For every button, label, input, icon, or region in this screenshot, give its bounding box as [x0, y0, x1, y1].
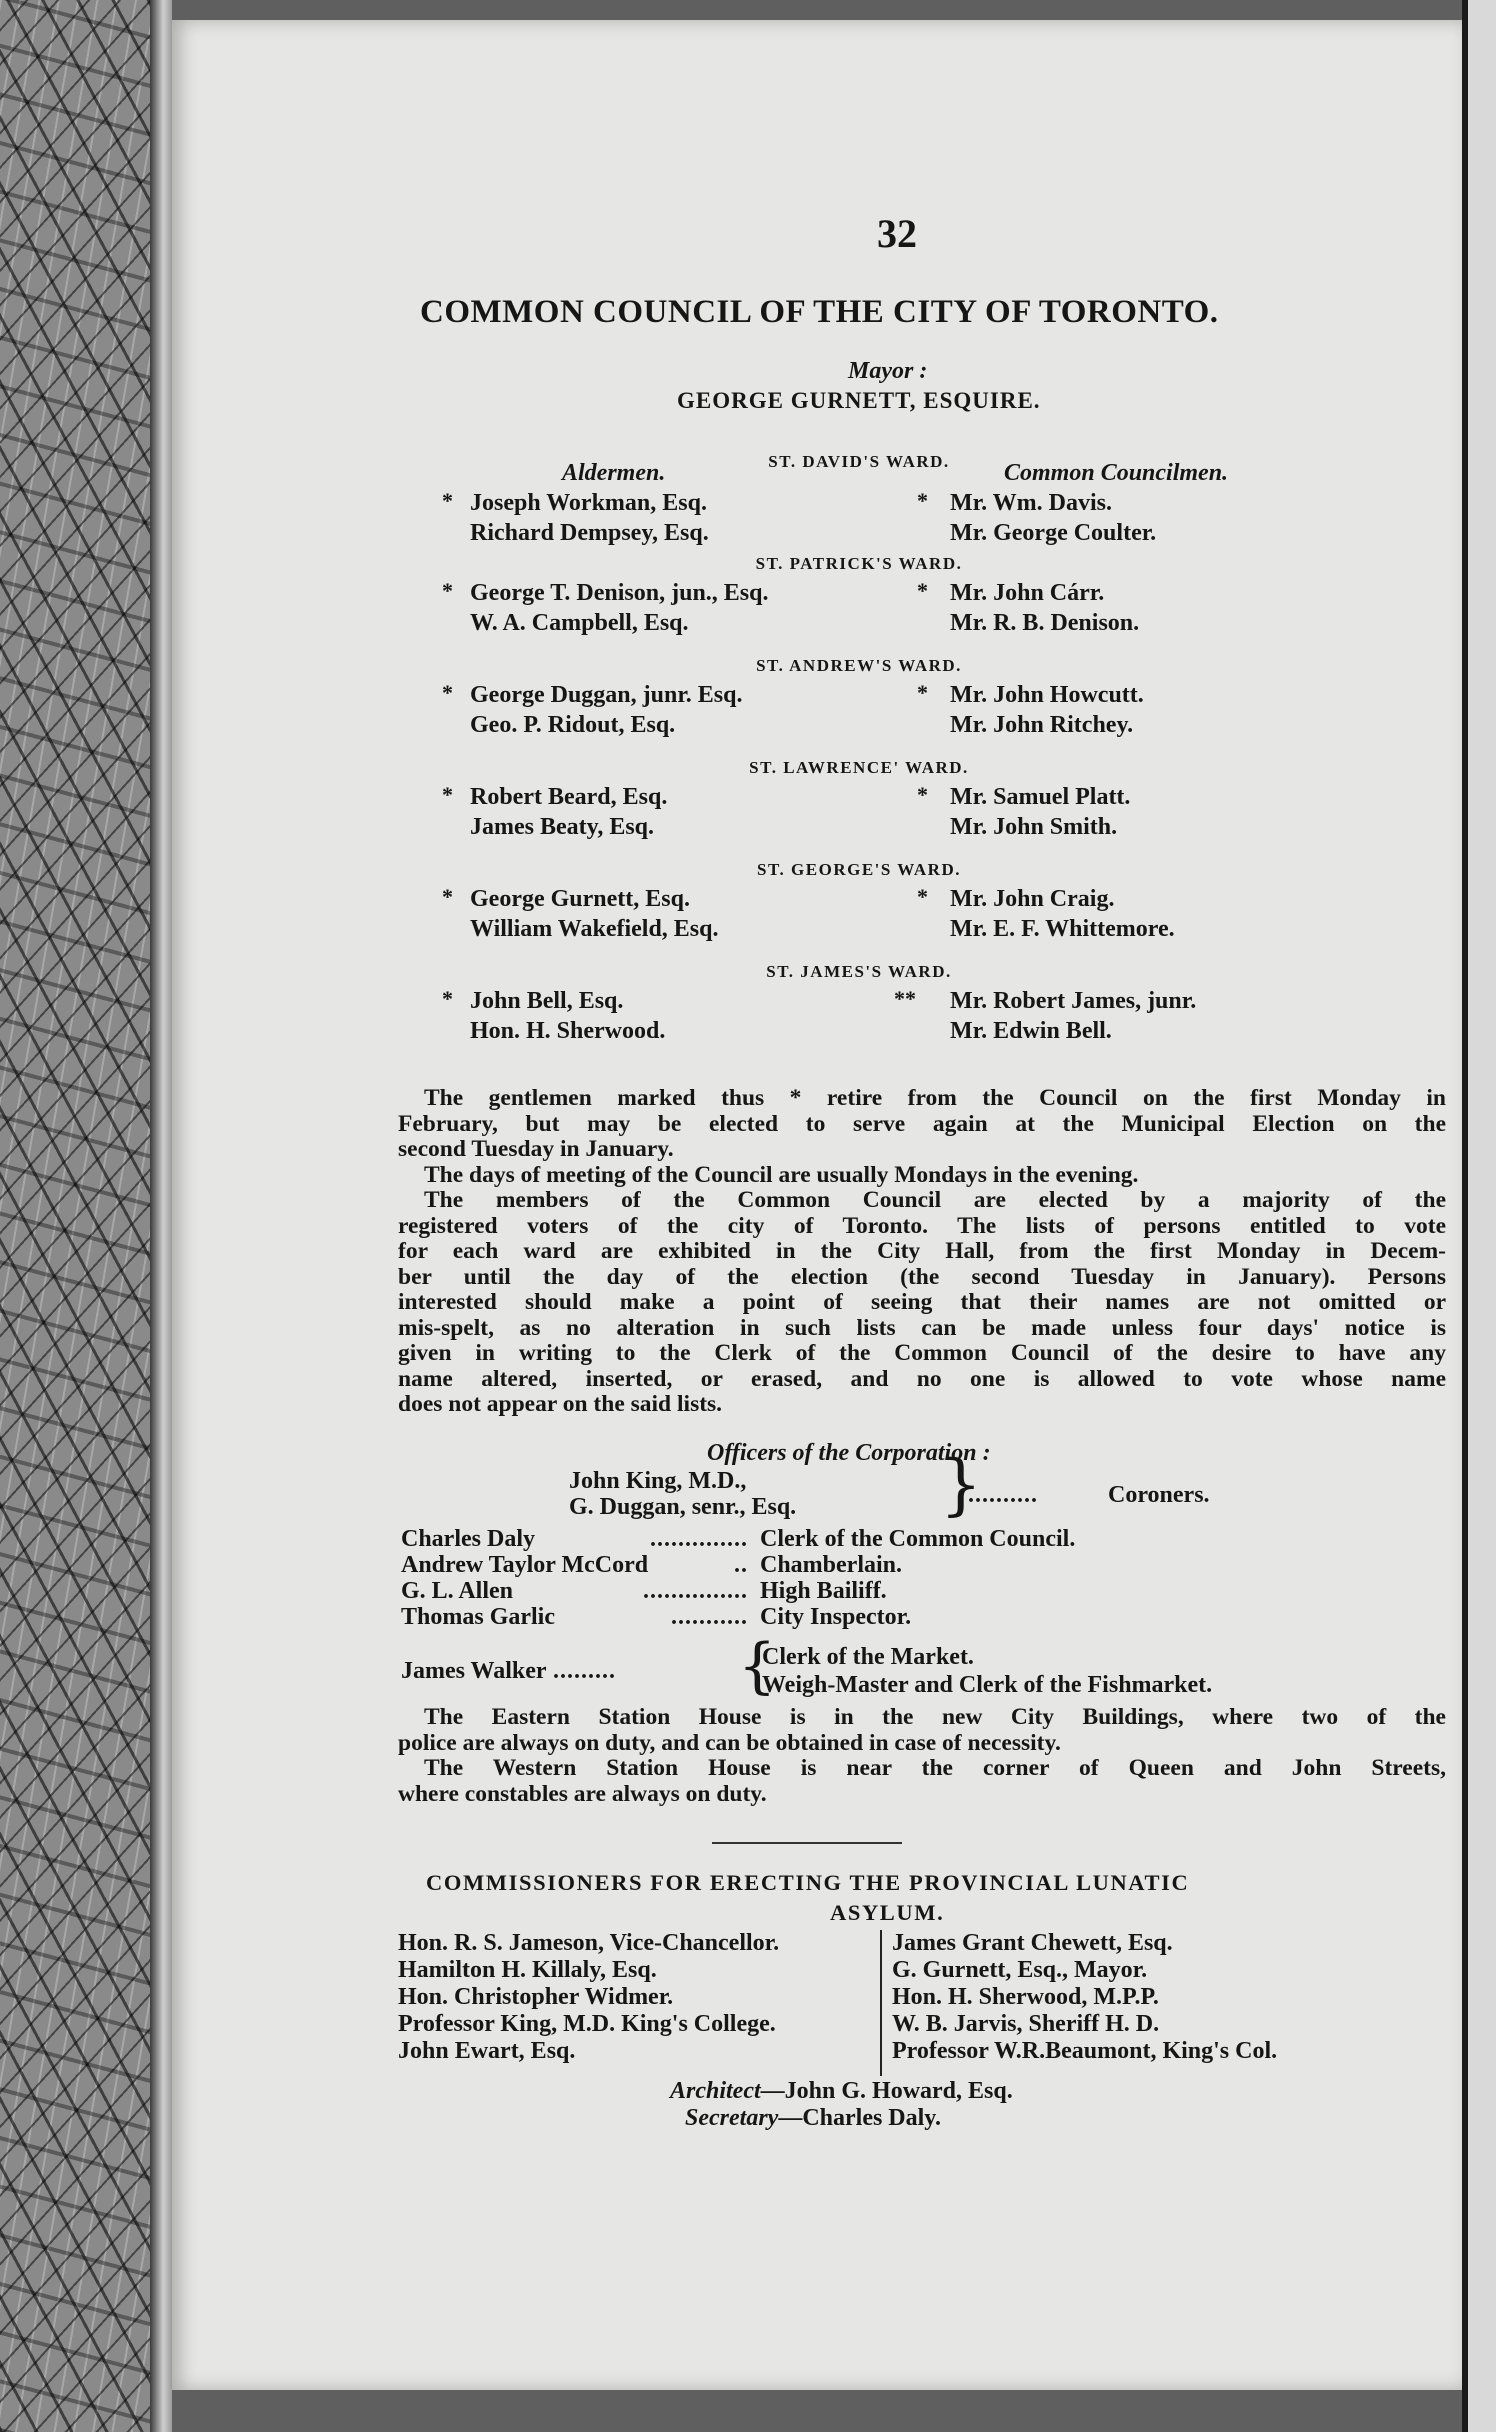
alderman-name: W. A. Campbell, Esq.: [470, 610, 689, 636]
secretary-label: Secretary: [685, 2105, 779, 2131]
paragraph-line: police are always on duty, and can be obtained in case of necessity.: [398, 1729, 1061, 1756]
paragraph-line: given in writing to the Clerk of the Common Council of the desire to have any: [398, 1340, 1446, 1366]
alderman-name: Hon. H. Sherwood.: [470, 1018, 666, 1044]
aldermen-header: Aldermen.: [562, 460, 666, 486]
paragraph-line: registered voters of the city of Toronto. The lists of persons entitled to vote: [398, 1212, 1446, 1239]
ward-heading: ST. ANDREW'S WARD.: [756, 656, 962, 675]
retire-mark: *: [442, 782, 453, 807]
marbled-cover: [0, 0, 160, 2432]
paragraph-line: The members of the Common Council are elected by a majority of the: [424, 1187, 1446, 1213]
secretary-line: [685, 2105, 941, 2132]
alderman-name: William Wakefield, Esq.: [470, 916, 719, 942]
architect-name: —John G. Howard, Esq.: [760, 2078, 1013, 2104]
walker-role: Weigh-Master and Clerk of the Fishmarket.: [762, 1672, 1213, 1698]
retire-mark: *: [442, 488, 453, 513]
coroners-brace: }: [940, 1446, 982, 1523]
walker-role: Clerk of the Market.: [762, 1644, 974, 1670]
paragraph-line: does not appear on the said lists.: [398, 1391, 723, 1417]
paragraph-line: where constables are always on duty.: [398, 1780, 767, 1807]
officer-name: G. L. Allen: [401, 1578, 514, 1604]
alderman-name: George Gurnett, Esq.: [470, 886, 690, 912]
alderman-name: Geo. P. Ridout, Esq.: [470, 712, 676, 738]
ward-heading: ST. GEORGE'S WARD.: [757, 860, 961, 879]
walker-brace: {: [738, 1631, 777, 1701]
councilman-name: Mr. R. B. Denison.: [950, 610, 1140, 636]
councilman-name: Mr. Robert James, junr.: [950, 988, 1197, 1014]
retire-mark: *: [917, 782, 928, 807]
commissioner-name: Hamilton H. Killaly, Esq.: [398, 1957, 657, 1983]
commissioner-name: Hon. H. Sherwood, M.P.P.: [892, 1984, 1159, 2010]
paragraph-line: second Tuesday in January.: [398, 1136, 674, 1162]
officer-leader: ..: [734, 1552, 748, 1578]
officer-name: Thomas Garlic: [401, 1604, 555, 1630]
officer-leader: ...............: [643, 1578, 748, 1604]
councilman-name: Mr. George Coulter.: [950, 520, 1157, 546]
ward-heading: ST. PATRICK'S WARD.: [755, 554, 963, 573]
paragraph-line: The gentlemen marked thus * retire from the Council on the first Monday in: [424, 1085, 1446, 1111]
retire-mark: *: [917, 884, 928, 909]
officers-heading: Officers of the Corporation :: [707, 1440, 991, 1466]
commissioner-name: G. Gurnett, Esq., Mayor.: [892, 1957, 1148, 1983]
commissioner-name: W. B. Jarvis, Sheriff H. D.: [892, 2011, 1160, 2037]
architect-label: Architect: [670, 2078, 761, 2104]
retire-mark: *: [442, 680, 453, 705]
paragraph-line: The days of meeting of the Council are usually Mondays in the evening.: [424, 1161, 1139, 1188]
paragraph-line: The Eastern Station House is in the new City Buildings, where two of the: [424, 1704, 1446, 1730]
alderman-name: Richard Dempsey, Esq.: [470, 520, 709, 546]
retire-mark: **: [894, 986, 916, 1011]
alderman-name: Robert Beard, Esq.: [470, 784, 668, 810]
officer-role: High Bailiff.: [760, 1578, 887, 1604]
secretary-name: —Charles Daly.: [778, 2105, 941, 2131]
cover-edge: [150, 0, 172, 2432]
alderman-name: George Duggan, junr. Esq.: [470, 682, 743, 708]
alderman-name: George T. Denison, jun., Esq.: [470, 580, 769, 606]
alderman-name: Joseph Workman, Esq.: [470, 490, 707, 516]
mayor-name: GEORGE GURNETT, ESQUIRE.: [677, 388, 1041, 413]
commissioner-name: Professor King, M.D. King's College.: [398, 2011, 776, 2037]
officer-name: Charles Daly: [401, 1526, 535, 1552]
retire-mark: *: [917, 488, 928, 513]
councilman-name: Mr. E. F. Whittemore.: [950, 916, 1175, 942]
councilman-name: Mr. John Howcutt.: [950, 682, 1144, 708]
officer-role: Chamberlain.: [760, 1552, 903, 1578]
facing-page-edge: [1462, 0, 1496, 2432]
coroners-role: Coroners.: [1108, 1482, 1210, 1508]
retire-mark: *: [442, 986, 453, 1011]
councilmen-header: Common Councilmen.: [1004, 460, 1229, 486]
councilman-name: Mr. Wm. Davis.: [950, 490, 1112, 516]
ward-heading: ST. LAWRENCE' WARD.: [749, 758, 969, 777]
councilman-name: Mr. John Craig.: [950, 886, 1115, 912]
commissioners-heading-2: ASYLUM.: [830, 1900, 945, 1925]
councilman-name: Mr. John Cárr.: [950, 580, 1105, 606]
councilman-name: Mr. Samuel Platt.: [950, 784, 1131, 810]
retire-mark: *: [917, 578, 928, 603]
ward-heading: ST. JAMES'S WARD.: [766, 962, 952, 981]
retire-mark: *: [442, 884, 453, 909]
paragraph-line: for each ward are exhibited in the City Hall, from the first Monday in Decem-: [398, 1238, 1446, 1264]
section-divider: [712, 1842, 902, 1844]
commissioner-name: John Ewart, Esq.: [398, 2038, 576, 2064]
coroners-leader: ..........: [968, 1482, 1038, 1508]
commissioners-heading: COMMISSIONERS FOR ERECTING THE PROVINCIAL LUNATIC: [426, 1870, 1190, 1895]
paragraph-line: interested should make a point of seeing that their names are not omitted or: [398, 1289, 1446, 1315]
paragraph-line: ber until the day of the election (the second Tuesday in January). Persons: [398, 1263, 1446, 1290]
councilman-name: Mr. John Smith.: [950, 814, 1118, 840]
ward-heading: ST. DAVID'S WARD.: [768, 452, 950, 471]
officer-role: City Inspector.: [760, 1604, 912, 1630]
councilman-name: Mr. Edwin Bell.: [950, 1018, 1112, 1044]
walker-leader: .........: [553, 1658, 616, 1684]
walker-name: James Walker: [401, 1658, 547, 1684]
page-title: COMMON COUNCIL OF THE CITY OF TORONTO.: [420, 294, 1219, 330]
page-number: 32: [877, 211, 917, 256]
coroner-name: John King, M.D.,: [569, 1468, 747, 1494]
architect-line: [670, 2078, 1013, 2105]
commissioner-name: Professor W.R.Beaumont, King's Col.: [892, 2038, 1278, 2064]
alderman-name: James Beaty, Esq.: [470, 814, 655, 840]
mayor-label: Mayor :: [848, 358, 928, 384]
commissioner-name: James Grant Chewett, Esq.: [892, 1930, 1173, 1956]
officer-name: Andrew Taylor McCord: [401, 1552, 649, 1578]
column-divider: [880, 1930, 882, 2076]
page: [172, 20, 1462, 2390]
officer-leader: ...........: [671, 1604, 748, 1630]
commissioner-name: Hon. Christopher Widmer.: [398, 1984, 674, 2010]
paragraph-line: The Western Station House is near the corner of Queen and John Streets,: [424, 1755, 1446, 1781]
alderman-name: John Bell, Esq.: [470, 988, 624, 1014]
coroner-name: G. Duggan, senr., Esq.: [569, 1494, 797, 1520]
officer-role: Clerk of the Common Council.: [760, 1526, 1076, 1552]
paragraph-line: name altered, inserted, or erased, and no one is allowed to vote whose name: [398, 1365, 1446, 1392]
officer-leader: ..............: [650, 1526, 748, 1552]
retire-mark: *: [442, 578, 453, 603]
paragraph-line: mis-spelt, as no alteration in such lists can be made unless four days' notice is: [398, 1314, 1446, 1341]
commissioner-name: Hon. R. S. Jameson, Vice-Chancellor.: [398, 1930, 780, 1956]
paragraph-line: February, but may be elected to serve again at the Municipal Election on the: [398, 1110, 1446, 1137]
retire-mark: *: [917, 680, 928, 705]
councilman-name: Mr. John Ritchey.: [950, 712, 1134, 738]
